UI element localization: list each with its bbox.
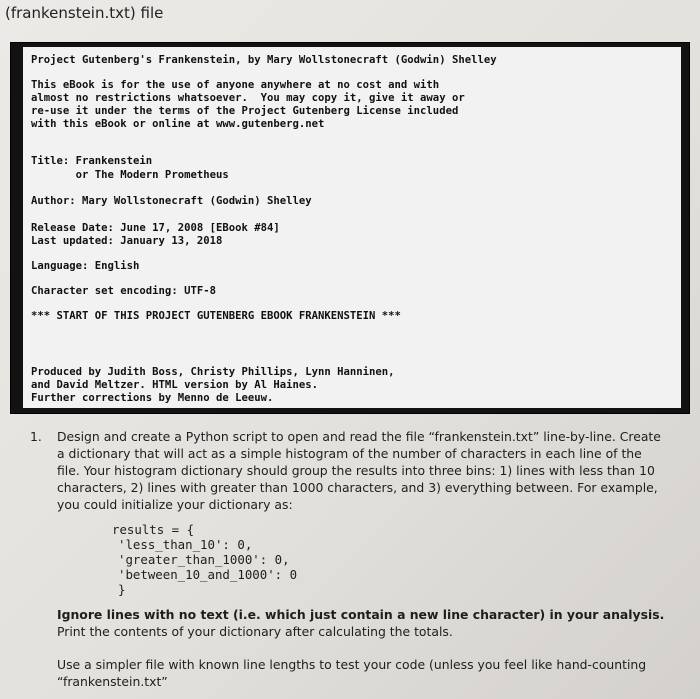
- ebook-line: Language: English: [31, 260, 140, 272]
- ebook-line: or The Modern Prometheus: [31, 169, 229, 181]
- question-text: Design and create a Python script to open and read the file “frankenstein.txt” line-by-line. Create a dictionary that will act as a simple histogram of the number of characters in each line of the file. Your histogram dictionary should group the results into three bins: 1) lines with less than 10 characters, 2) lines with greater than 1000 characters, and 3) everything between. For example, you could initialize your dictionary as:: [57, 429, 661, 512]
- code-line: }: [118, 582, 126, 597]
- code-line: 'greater_than_1000': 0,: [118, 552, 290, 567]
- ebook-line: Author: Mary Wollstonecraft (Godwin) Shelley: [31, 195, 312, 207]
- question-number: 1.: [30, 429, 42, 444]
- ebook-line: almost no restrictions whatsoever. You may copy it, give it away or: [31, 92, 465, 104]
- ebook-title-line: Project Gutenberg's Frankenstein, by Mary Wollstonecraft (Godwin) Shelley: [31, 54, 497, 66]
- ebook-line: Title: Frankenstein: [31, 155, 153, 167]
- ebook-line: Release Date: June 17, 2008 [EBook #84]: [31, 222, 280, 234]
- code-line: results = {: [112, 522, 195, 537]
- terminal-text-area: [23, 74, 681, 408]
- ebook-line: with this eBook or online at www.gutenberg.net: [31, 118, 325, 130]
- ebook-line: Character set encoding: UTF-8: [31, 285, 216, 297]
- ebook-line: re-use it under the terms of the Project Gutenberg License included: [31, 105, 459, 117]
- note-paragraph: Use a simpler file with known line lengths to test your code (unless you feel like hand-counting “frankenstein.txt”: [57, 657, 647, 689]
- terminal-title-bar: [23, 47, 681, 74]
- ebook-line: *** START OF THIS PROJECT GUTENBERG EBOOK FRANKENSTEIN ***: [31, 310, 401, 322]
- code-line: 'less_than_10': 0,: [118, 537, 253, 552]
- ebook-line: Further corrections by Menno de Leeuw.: [31, 392, 274, 404]
- ebook-line: Last updated: January 13, 2018: [31, 235, 223, 247]
- ebook-line: Produced by Judith Boss, Christy Phillips, Lynn Hanninen,: [31, 366, 395, 378]
- ebook-line: This eBook is for the use of anyone anywhere at no cost and with: [31, 79, 440, 91]
- instruction-rest: Print the contents of your dictionary after calculating the totals.: [57, 624, 453, 639]
- code-example: [112, 522, 297, 597]
- code-line: 'between_10_and_1000': 0: [118, 567, 298, 582]
- terminal-window: [10, 42, 690, 414]
- ebook-line: and David Meltzer. HTML version by Al Haines.: [31, 379, 319, 391]
- document-heading: (frankenstein.txt) file: [5, 4, 164, 22]
- instruction-paragraph: [57, 606, 667, 640]
- bold-instruction: Ignore lines with no text (i.e. which just contain a new line character) in your analysis.: [57, 607, 665, 622]
